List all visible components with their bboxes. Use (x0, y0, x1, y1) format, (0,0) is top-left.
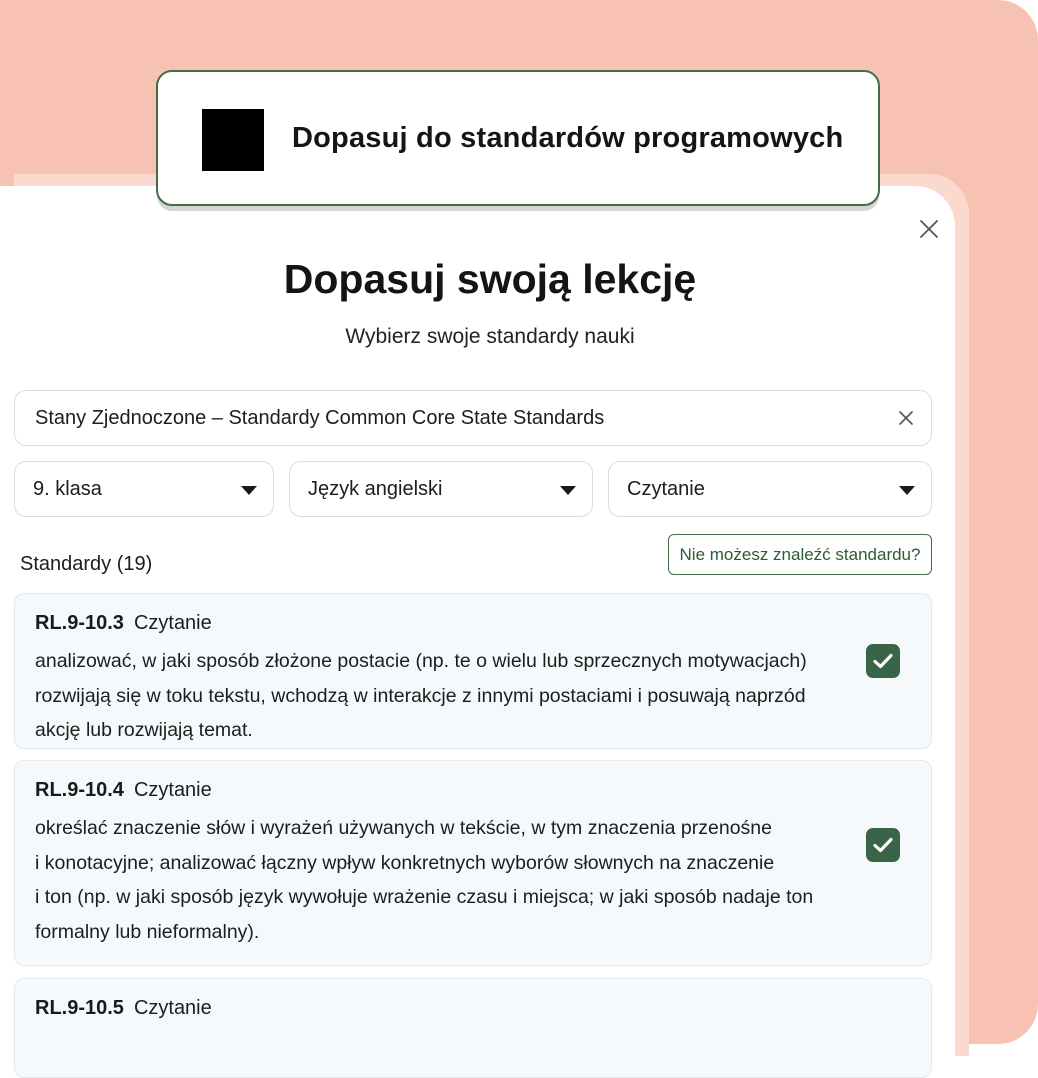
domain-dropdown-value: Czytanie (627, 478, 705, 500)
domain-dropdown[interactable] (608, 461, 932, 517)
description-line: i ton (np. w jaki sposób język wywołuje wrażenie czasu i miejsca; w jaki sposób nadaje ton (35, 886, 814, 908)
cant-find-standard-button[interactable]: Nie możesz znaleźć standardu? (668, 534, 932, 575)
banner-title: Dopasuj do standardów programowych (292, 122, 844, 154)
description-line: i konotacyjne; analizować łączny wpływ konkretnych wyborów słownych na znaczenie (35, 851, 775, 874)
standard-header (35, 997, 212, 1020)
description-line: określać znaczenie słów i wyrażeń używanych w tekście, w tym znaczenia przenośne (35, 817, 772, 839)
subject-dropdown[interactable] (289, 461, 593, 517)
framework-search-value: Stany Zjednoczone – Standardy Common Core State Standards (35, 407, 605, 429)
framework-search-input[interactable] (14, 390, 932, 446)
caret-down-icon (241, 486, 257, 495)
close-icon[interactable] (914, 214, 944, 244)
standard-domain: Czytanie (133, 612, 212, 634)
modal-subtitle: Wybierz swoje standardy nauki (345, 325, 635, 348)
description-line: rozwijają się w toku tekstu, wchodzą w interakcje z innymi postaciami i posuwają naprzód (35, 684, 806, 707)
standard-card[interactable] (14, 593, 932, 749)
description-line: akcję lub rozwijają temat. (35, 719, 253, 741)
standard-description (35, 644, 807, 748)
standard-domain: Czytanie (133, 997, 212, 1019)
grade-dropdown-value: 9. klasa (33, 478, 102, 500)
standard-header (35, 779, 212, 802)
modal-title: Dopasuj swoją lekcję (283, 256, 697, 302)
standard-domain: Czytanie (133, 779, 212, 801)
checkbox-checked-icon[interactable] (866, 644, 900, 678)
description-line: analizować, w jaki sposób złożone postacie (np. te o wielu lub sprzecznych motywacjach) (35, 650, 807, 672)
grade-dropdown[interactable] (14, 461, 274, 517)
feature-banner (156, 70, 880, 206)
caret-down-icon (899, 486, 915, 495)
clear-icon[interactable] (895, 407, 917, 429)
description-line: formalny lub nieformalny). (35, 920, 260, 943)
standard-description (35, 811, 813, 949)
standard-card[interactable] (14, 760, 932, 966)
standard-code: RL.9-10.4 (35, 779, 124, 801)
standard-code: RL.9-10.5 (35, 997, 124, 1019)
checkbox-checked-icon[interactable] (866, 828, 900, 862)
subject-dropdown-value: Język angielski (308, 478, 443, 500)
standard-code: RL.9-10.3 (35, 612, 124, 634)
standard-card[interactable] (14, 978, 932, 1078)
standard-header (35, 612, 212, 635)
standards-count-heading: Standardy (19) (20, 553, 153, 575)
caret-down-icon (560, 486, 576, 495)
banner-icon (202, 109, 264, 171)
